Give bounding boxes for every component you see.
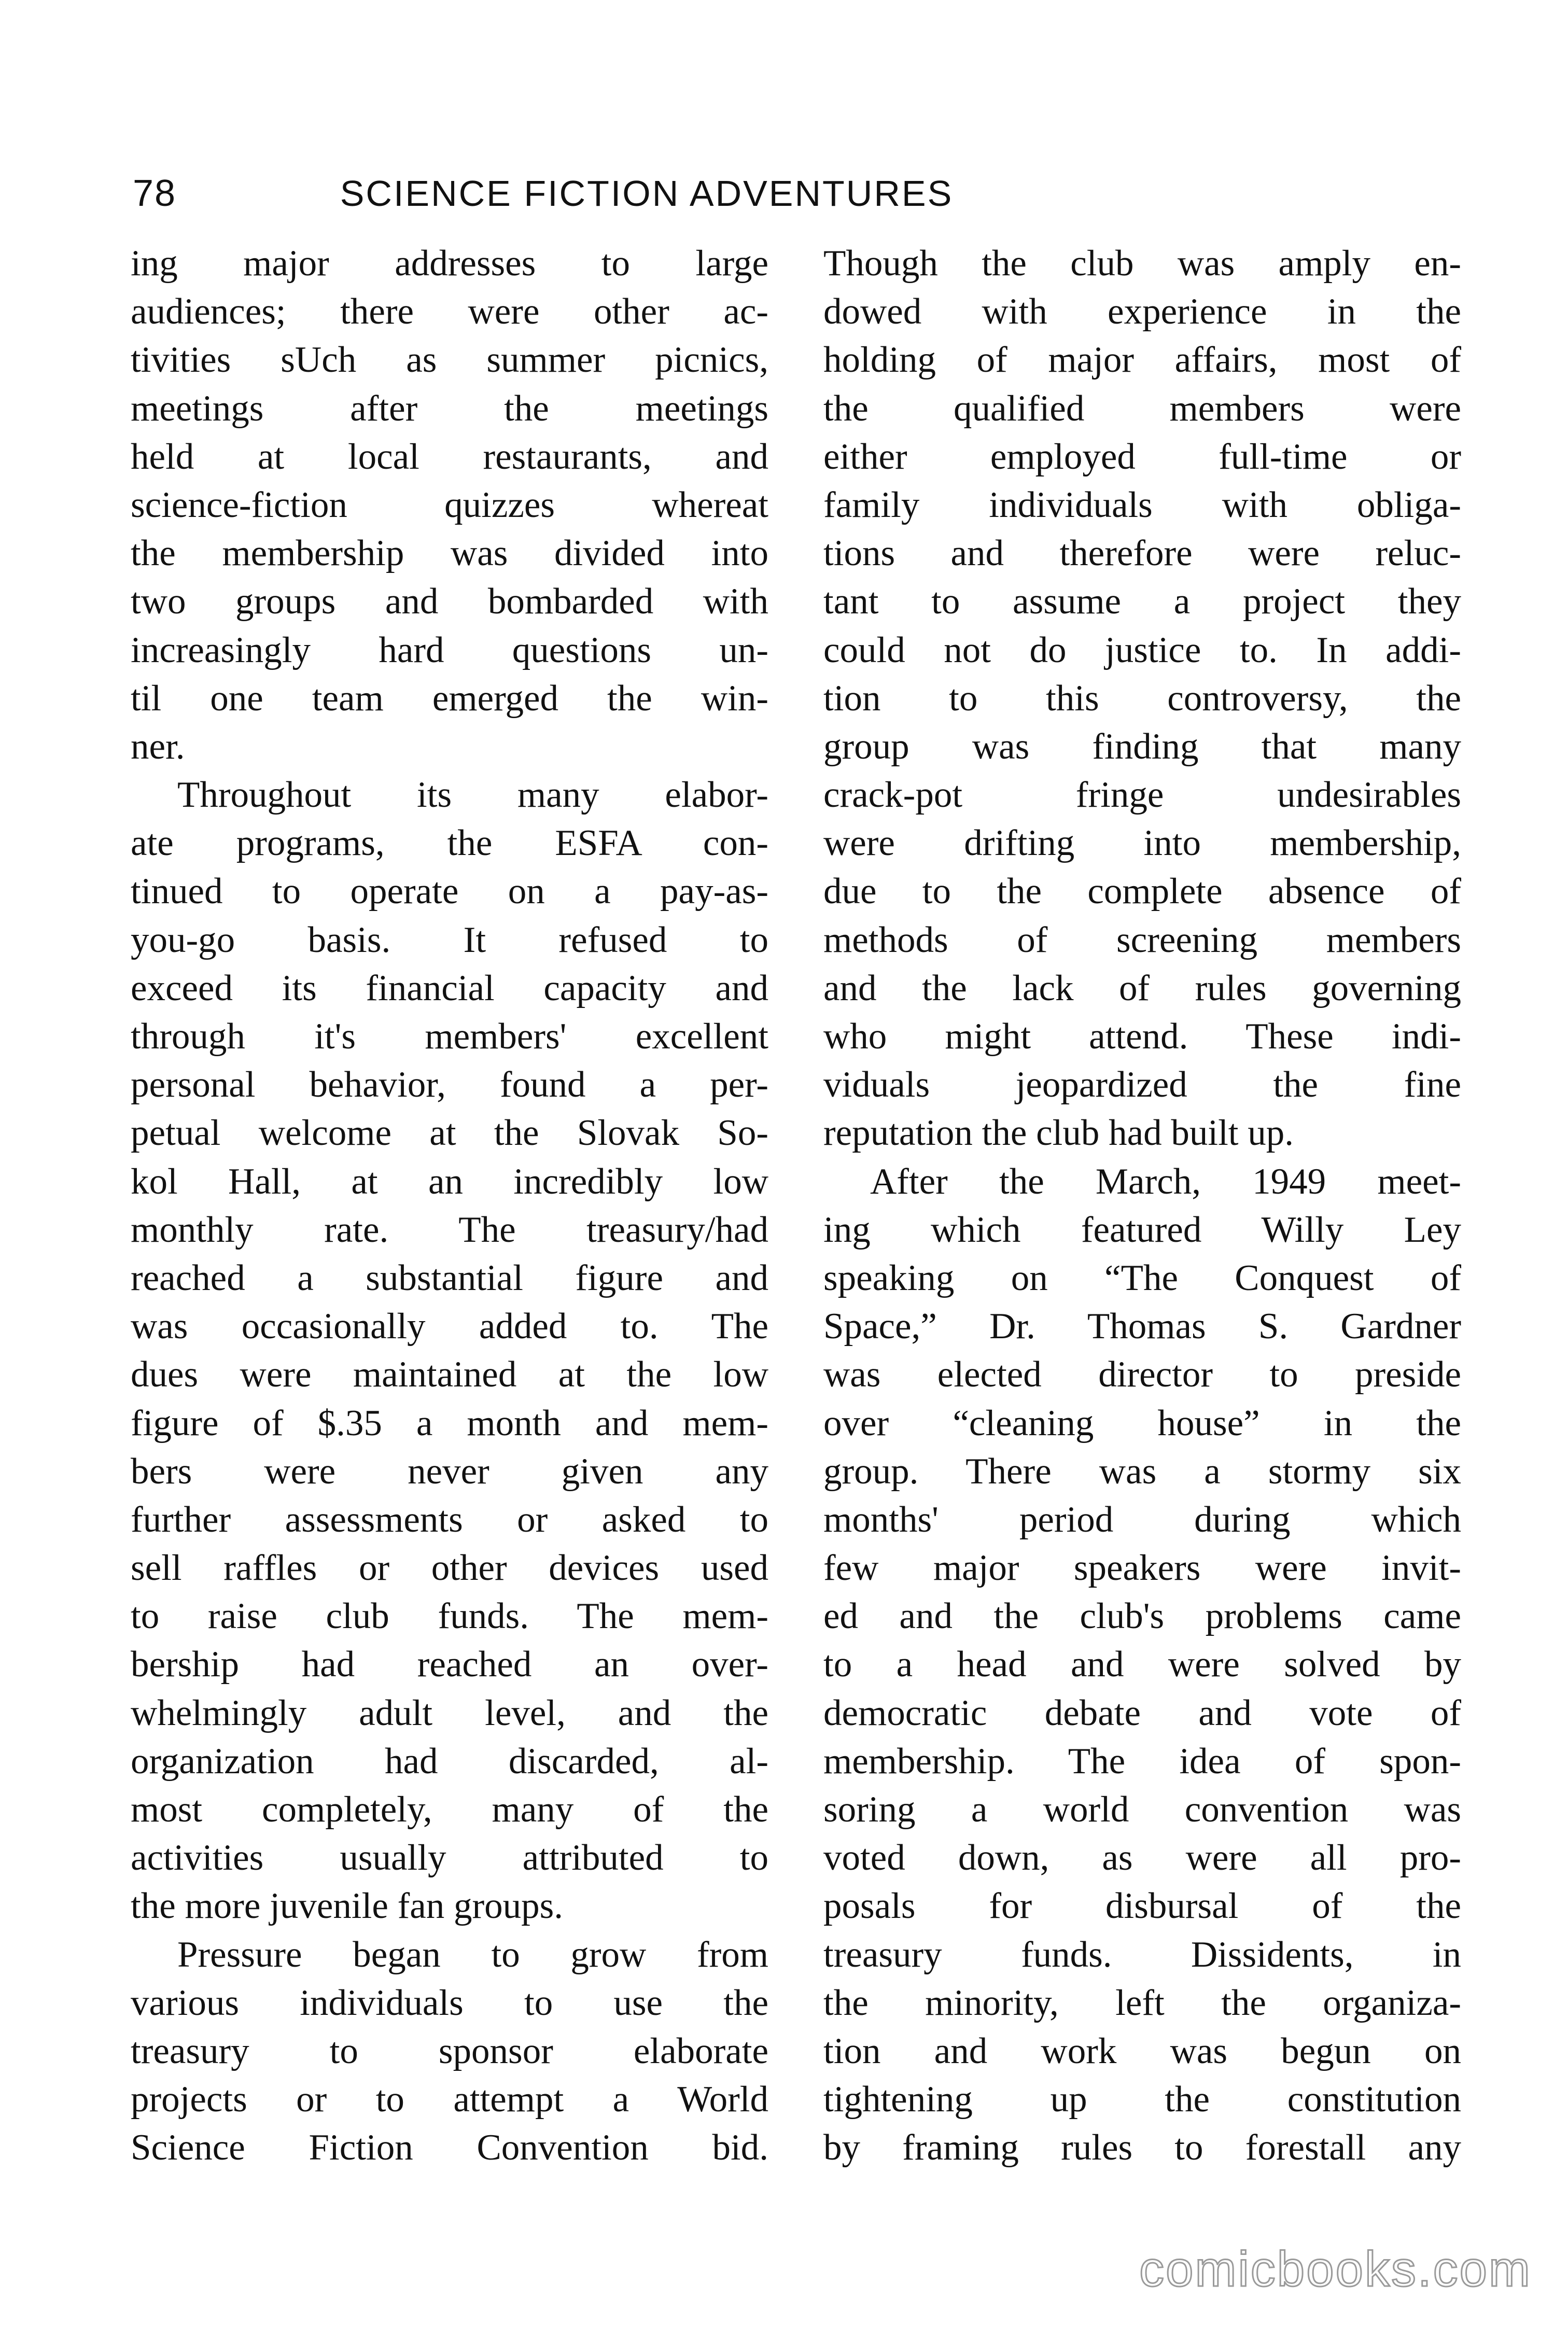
text-line: personal behavior, found a per- <box>131 1064 768 1105</box>
text-line: months' period during which <box>823 1499 1461 1540</box>
text-line: reached a substantial figure and <box>131 1257 768 1298</box>
text-line: was elected director to preside <box>823 1354 1461 1395</box>
text-line: exceed its financial capacity and <box>131 968 768 1008</box>
text-line: petual welcome at the Slovak So- <box>131 1113 768 1154</box>
text-line: various individuals to use the <box>131 1982 768 2023</box>
right-text-column <box>823 240 1461 2172</box>
text-line: Though the club was amply en- <box>823 243 1461 284</box>
page-header <box>133 165 1098 222</box>
text-line: by framing rules to forestall any <box>823 2127 1461 2168</box>
text-line: could not do justice to. In addi- <box>823 629 1461 670</box>
text-line: group was finding that many <box>823 726 1461 767</box>
text-line: increasingly hard questions un- <box>131 629 768 670</box>
text-line: tightening up the constitution <box>823 2079 1461 2120</box>
text-line: tivities sUch as summer picnics, <box>131 340 768 381</box>
running-title: SCIENCE FICTION ADVENTURES <box>340 173 954 214</box>
text-line: audiences; there were other ac- <box>131 291 768 332</box>
text-line: who might attend. These indi- <box>823 1016 1461 1057</box>
text-line: to raise club funds. The mem- <box>131 1596 768 1637</box>
text-line: the minority, left the organiza- <box>823 1982 1461 2023</box>
text-line: reputation the club had built up. <box>823 1113 1294 1154</box>
text-line: activities usually attributed to <box>131 1838 768 1879</box>
text-line: democratic debate and vote of <box>823 1692 1461 1733</box>
text-line: family individuals with obliga- <box>823 484 1461 525</box>
text-line: projects or to attempt a World <box>131 2079 768 2120</box>
text-line: Space,” Dr. Thomas S. Gardner <box>823 1306 1461 1347</box>
text-line: to a head and were solved by <box>823 1644 1461 1685</box>
text-line: ate programs, the ESFA con- <box>131 823 768 864</box>
text-line: through it's members' excellent <box>131 1016 768 1057</box>
text-line: monthly rate. The treasury/had <box>131 1209 768 1250</box>
text-line: organization had discarded, al- <box>131 1741 768 1782</box>
text-line: treasury funds. Dissidents, in <box>823 1934 1461 1975</box>
text-line: speaking on “The Conquest of <box>823 1257 1461 1298</box>
text-line: dowed with experience in the <box>823 291 1461 332</box>
text-line: til one team emerged the win- <box>131 678 768 719</box>
text-line: figure of $.35 a month and mem- <box>131 1403 768 1443</box>
text-line: ing major addresses to large <box>131 243 768 284</box>
text-line: meetings after the meetings <box>131 388 768 429</box>
text-line: crack-pot fringe undesirables <box>823 775 1461 816</box>
text-line: the membership was divided into <box>131 533 768 574</box>
text-line: due to the complete absence of <box>823 871 1461 912</box>
text-line: two groups and bombarded with <box>131 581 768 622</box>
text-line: methods of screening members <box>823 919 1461 960</box>
text-line: bers were never given any <box>131 1451 768 1492</box>
text-line: posals for disbursal of the <box>823 1886 1461 1927</box>
text-line: membership. The idea of spon- <box>823 1741 1461 1782</box>
text-line: ing which featured Willy Ley <box>823 1209 1461 1250</box>
text-line: ed and the club's problems came <box>823 1596 1461 1637</box>
text-line: whelmingly adult level, and the <box>131 1692 768 1733</box>
text-line: over “cleaning house” in the <box>823 1403 1461 1443</box>
text-line: were drifting into membership, <box>823 823 1461 864</box>
text-line: the more juvenile fan groups. <box>131 1886 564 1927</box>
text-line: voted down, as were all pro- <box>823 1838 1461 1879</box>
text-line: Pressure began to grow from <box>177 1934 768 1975</box>
text-line: you-go basis. It refused to <box>131 919 768 960</box>
text-line: group. There was a stormy six <box>823 1451 1461 1492</box>
text-line: holding of major affairs, most of <box>823 340 1461 381</box>
watermark-logo: comicbooks.com <box>1139 2241 1532 2297</box>
page-number: 78 <box>133 173 177 214</box>
text-line: dues were maintained at the low <box>131 1354 768 1395</box>
text-line: either employed full-time or <box>823 436 1461 477</box>
text-line: treasury to sponsor elaborate <box>131 2030 768 2071</box>
text-line: further assessments or asked to <box>131 1499 768 1540</box>
text-line: tant to assume a project they <box>823 581 1461 622</box>
text-line: ner. <box>131 726 185 767</box>
text-line: the qualified members were <box>823 388 1461 429</box>
text-line: held at local restaurants, and <box>131 436 768 477</box>
text-line: viduals jeopardized the fine <box>823 1064 1461 1105</box>
text-line: After the March, 1949 meet- <box>870 1161 1461 1202</box>
text-line: and the lack of rules governing <box>823 968 1461 1008</box>
text-line: sell raffles or other devices used <box>131 1548 768 1589</box>
text-line: few major speakers were invit- <box>823 1548 1461 1589</box>
left-text-column <box>131 240 768 2172</box>
text-line: Science Fiction Convention bid. <box>131 2127 768 2168</box>
text-line: science-fiction quizzes whereat <box>131 484 768 525</box>
text-line: was occasionally added to. The <box>131 1306 768 1347</box>
text-line: tions and therefore were reluc- <box>823 533 1461 574</box>
text-line: soring a world convention was <box>823 1789 1461 1830</box>
text-line: tinued to operate on a pay-as- <box>131 871 768 912</box>
text-line: most completely, many of the <box>131 1789 768 1830</box>
text-line: bership had reached an over- <box>131 1644 768 1685</box>
text-line: tion and work was begun on <box>823 2030 1461 2071</box>
text-line: tion to this controversy, the <box>823 678 1461 719</box>
text-line: kol Hall, at an incredibly low <box>131 1161 768 1202</box>
text-line: Throughout its many elabor- <box>177 775 768 816</box>
